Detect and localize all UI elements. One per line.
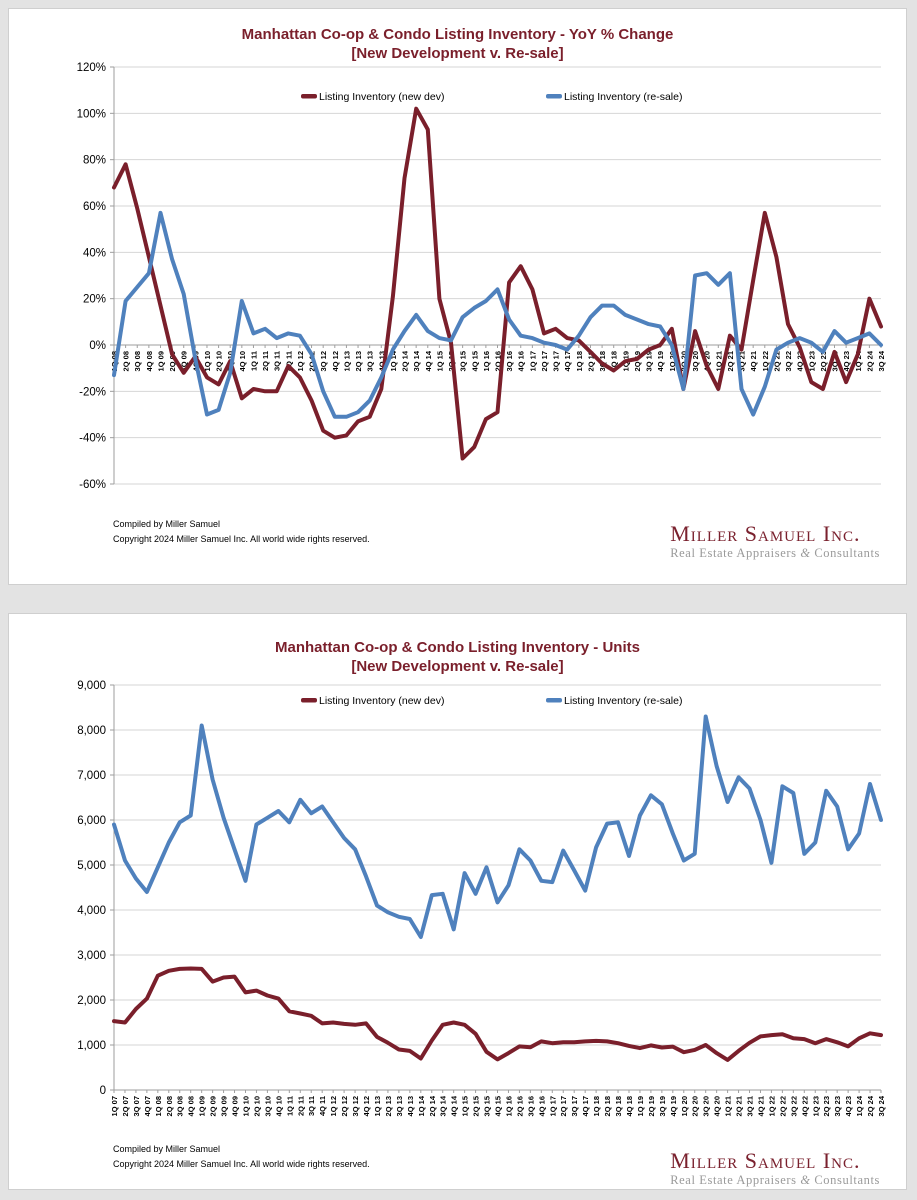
x-axis-tick-label: 2Q 24 — [866, 1096, 876, 1117]
logo-tagline-ampersand: & — [800, 546, 811, 560]
x-axis-tick-label: 2Q 22 — [772, 351, 782, 372]
logo-tagline — [670, 1172, 880, 1188]
x-axis-tick-label: 1Q 20 — [667, 351, 677, 372]
x-axis-tick-label: 4Q 07 — [142, 1096, 152, 1117]
x-axis-tick-label: 3Q 18 — [614, 1096, 624, 1117]
x-axis-tick-label: 2Q 12 — [307, 351, 317, 372]
units-chart-title — [9, 638, 906, 676]
x-axis-tick-label: 4Q 23 — [844, 1096, 854, 1117]
x-axis-tick-label: 1Q 20 — [679, 1096, 689, 1117]
x-axis-tick-label: 1Q 23 — [811, 1096, 821, 1117]
x-axis-tick-label: 2Q 10 — [214, 351, 224, 372]
miller-samuel-logo — [670, 1150, 880, 1188]
logo-tagline-ampersand: & — [800, 1173, 811, 1187]
x-axis-tick-label: 4Q 13 — [377, 351, 387, 372]
x-axis-tick-label: 3Q 22 — [784, 351, 794, 372]
y-axis-tick-label: 7,000 — [77, 770, 106, 782]
x-axis-tick-label: 3Q 21 — [745, 1096, 755, 1117]
x-axis-tick-label: 4Q 08 — [186, 1096, 196, 1117]
x-axis-tick-label: 2Q 19 — [632, 351, 642, 372]
y-axis-tick-label: 120% — [76, 62, 106, 74]
x-axis-tick-label: 1Q 07 — [110, 1096, 119, 1117]
new-dev-legend-marker-icon — [301, 94, 317, 99]
x-axis-tick-label: 4Q 11 — [284, 351, 294, 372]
x-axis-tick-label: 4Q 17 — [581, 1096, 591, 1117]
y-axis-tick-label: 2,000 — [77, 995, 106, 1007]
units-chart-title-line2: [New Development v. Re-sale] — [351, 658, 564, 675]
legend-label: Listing Inventory (new dev) — [319, 91, 445, 103]
x-axis-tick-label: 1Q 09 — [197, 1096, 207, 1117]
y-axis-tick-label: 80% — [82, 154, 106, 167]
x-axis-tick-label: 1Q 16 — [504, 1096, 514, 1117]
x-axis-tick-label: 2Q 23 — [818, 351, 828, 372]
x-axis-tick-label: 1Q 21 — [723, 1096, 733, 1117]
x-axis-labels — [110, 1095, 886, 1116]
x-axis-tick-label: 2Q 08 — [121, 351, 131, 372]
x-axis-tick-label: 3Q 19 — [644, 351, 654, 372]
x-axis-tick-label: 2Q 09 — [208, 1096, 218, 1117]
x-axis-tick-label: 4Q 20 — [702, 351, 712, 372]
chart-footer — [113, 1144, 370, 1174]
x-axis-tick-label: 1Q 22 — [767, 1096, 777, 1117]
x-axis-tick-label: 4Q 16 — [516, 351, 526, 372]
logo-company-name: Miller Samuel Inc. — [670, 1148, 861, 1173]
x-axis-tick-label: 4Q 10 — [274, 1096, 284, 1117]
x-axis-tick-label: 3Q 12 — [319, 351, 329, 372]
x-axis-tick-label: 4Q 23 — [842, 351, 852, 372]
yoy-line-chart — [9, 9, 907, 585]
units-line-chart — [9, 614, 907, 1190]
units-chart-title-line1: Manhattan Co-op & Condo Listing Inventory - Units — [275, 639, 640, 656]
x-axis-tick-label: 3Q 23 — [833, 1096, 843, 1117]
yoy-chart-title-line1: Manhattan Co-op & Condo Listing Inventory - YoY % Change — [241, 26, 674, 43]
x-axis-tick-label: 3Q 22 — [789, 1096, 799, 1117]
y-axis-tick-label: 5,000 — [77, 860, 106, 872]
x-axis-tick-label: 4Q 09 — [191, 351, 201, 372]
new-dev-series-line — [114, 969, 881, 1060]
x-axis-tick-label: 3Q 13 — [394, 1096, 404, 1117]
x-axis-tick-label: 2Q 16 — [493, 351, 503, 372]
logo-company-name: Miller Samuel Inc. — [670, 521, 861, 546]
x-axis-tick-label: 1Q 12 — [295, 351, 305, 372]
x-axis-tick-label: 3Q 17 — [551, 351, 561, 372]
x-axis-tick-label: 4Q 08 — [144, 351, 154, 372]
x-axis-tick-label: 3Q 09 — [219, 1096, 229, 1117]
x-axis-tick-label: 1Q 22 — [760, 351, 770, 372]
x-axis-tick-label: 4Q 13 — [405, 1096, 415, 1117]
x-axis-tick-label: 4Q 21 — [756, 1096, 766, 1117]
x-axis-tick-label: 2Q 21 — [725, 351, 735, 372]
new-dev-legend-marker-icon — [301, 698, 317, 703]
x-axis-tick-label: 1Q 18 — [592, 1096, 602, 1117]
x-axis-tick-label: 1Q 24 — [855, 1096, 865, 1117]
y-axis-tick-label: 3,000 — [77, 950, 106, 962]
x-axis-tick-label: 2Q 14 — [427, 1096, 437, 1117]
x-axis-tick-label: 1Q 10 — [241, 1096, 251, 1117]
x-axis-tick-label: 3Q 12 — [351, 1096, 361, 1117]
x-axis-tick-label: 3Q 09 — [179, 351, 189, 372]
y-axis-tick-label: 20% — [82, 293, 106, 306]
x-axis-tick-label: 4Q 14 — [423, 351, 433, 372]
x-axis-tick-label: 3Q 17 — [570, 1096, 580, 1117]
x-axis-tick-label: 2Q 18 — [586, 351, 596, 372]
x-axis-tick-label: 3Q 15 — [458, 351, 468, 372]
x-axis-tick-label: 3Q 20 — [691, 351, 701, 372]
yoy-chart-panel — [8, 8, 907, 585]
x-axis-tick-label: 3Q 21 — [737, 351, 747, 372]
legend-item-resale — [546, 91, 682, 103]
x-axis-tick-label: 1Q 08 — [153, 1096, 163, 1117]
x-axis-tick-label: 3Q 16 — [505, 351, 515, 372]
x-axis-tick-label: 2Q 12 — [340, 1096, 350, 1117]
x-axis-tick-label: 4Q 18 — [609, 351, 619, 372]
x-axis-tick-label: 1Q 24 — [853, 351, 863, 372]
x-axis-tick-label: 2Q 21 — [734, 1096, 744, 1117]
x-axis-tick-label: 4Q 21 — [749, 351, 759, 372]
legend-label: Listing Inventory (re-sale) — [564, 91, 683, 103]
logo-tagline-post: Consultants — [810, 546, 880, 560]
x-axis-tick-label: 3Q 14 — [438, 1096, 448, 1117]
x-axis-tick-label: 1Q 21 — [714, 351, 724, 372]
x-axis-tick-label: 1Q 23 — [807, 351, 817, 372]
x-axis-tick-label: 4Q 12 — [362, 1096, 372, 1117]
copyright-text: Copyright 2024 Miller Samuel Inc. All world wide rights reserved. — [113, 534, 370, 544]
x-axis-tick-label: 1Q 19 — [635, 1096, 645, 1117]
x-axis-tick-label: 4Q 19 — [668, 1096, 678, 1117]
x-axis-tick-label: 1Q 12 — [329, 1096, 339, 1117]
legend-item-resale — [546, 695, 682, 707]
y-axis-tick-label: -40% — [79, 432, 106, 445]
x-axis-tick-label: 3Q 11 — [272, 351, 282, 372]
x-axis-tick-label: 3Q 19 — [657, 1096, 667, 1117]
x-axis-tick-label: 3Q 08 — [133, 351, 143, 372]
copyright-text: Copyright 2024 Miller Samuel Inc. All world wide rights reserved. — [113, 1159, 370, 1169]
x-axis-tick-label: 1Q 14 — [388, 351, 398, 372]
x-axis-tick-label: 1Q 17 — [528, 351, 538, 372]
x-axis-tick-label: 4Q 19 — [656, 351, 666, 372]
x-axis-tick-label: 1Q 17 — [548, 1096, 558, 1117]
x-axis-tick-label: 1Q 11 — [285, 1096, 295, 1117]
x-axis-tick-label: 3Q 18 — [598, 351, 608, 372]
legend-label: Listing Inventory (re-sale) — [564, 695, 683, 707]
x-axis-tick-label: 2Q 15 — [471, 1096, 481, 1117]
x-axis-tick-label: 1Q 18 — [574, 351, 584, 372]
x-axis-tick-label: 3Q 08 — [175, 1096, 185, 1117]
logo-tagline-post: Consultants — [810, 1173, 880, 1187]
x-axis-tick-label: 4Q 22 — [795, 351, 805, 372]
x-axis-tick-label: 4Q 11 — [318, 1096, 328, 1117]
x-axis-tick-label: 1Q 16 — [481, 351, 491, 372]
x-axis-tick-label: 4Q 10 — [237, 351, 247, 372]
x-axis-tick-label: 3Q 11 — [307, 1096, 317, 1117]
legend-label: Listing Inventory (new dev) — [319, 695, 445, 707]
resale-series-line — [114, 717, 881, 938]
x-axis-tick-label: 1Q 08 — [110, 351, 119, 372]
x-axis-tick-label: 1Q 15 — [435, 351, 445, 372]
x-axis-tick-label: 3Q 07 — [131, 1096, 141, 1117]
x-axis-tick-label: 1Q 13 — [342, 351, 352, 372]
x-axis-tick-label: 4Q 15 — [493, 1096, 503, 1117]
compiled-by-text: Compiled by Miller Samuel — [113, 519, 221, 529]
logo-tagline-pre: Real Estate Appraisers — [670, 546, 801, 560]
x-axis-tick-label: 1Q 09 — [156, 351, 166, 372]
x-axis-tick-label: 3Q 10 — [263, 1096, 273, 1117]
x-axis-tick-label: 1Q 14 — [416, 1096, 426, 1117]
y-axis-tick-label: 8,000 — [77, 725, 106, 737]
x-axis-tick-label: 2Q 17 — [539, 351, 549, 372]
legend-item-new-dev — [301, 91, 444, 103]
y-axis-tick-label: -60% — [79, 479, 106, 491]
gridlines — [110, 67, 881, 484]
y-axis-tick-label: -20% — [79, 386, 106, 399]
x-axis-tick-label: 3Q 13 — [365, 351, 375, 372]
x-axis-tick-label: 4Q 17 — [563, 351, 573, 372]
x-axis-tick-label: 4Q 15 — [470, 351, 480, 372]
x-axis-tick-label: 2Q 11 — [296, 1096, 306, 1117]
x-axis-tick-label: 3Q 24 — [877, 1096, 886, 1117]
x-axis-tick-label: 4Q 12 — [330, 351, 340, 372]
x-axis-tick-label: 1Q 10 — [202, 351, 212, 372]
y-axis-tick-label: 100% — [76, 108, 106, 121]
x-axis-tick-label: 2Q 22 — [778, 1096, 788, 1117]
x-axis-tick-label: 3Q 16 — [526, 1096, 536, 1117]
x-axis-tick-label: 2Q 13 — [354, 351, 364, 372]
x-axis-tick-label: 2Q 18 — [603, 1096, 613, 1117]
x-axis-tick-label: 1Q 13 — [372, 1096, 382, 1117]
x-axis-tick-label: 3Q 20 — [701, 1096, 711, 1117]
x-axis-tick-label: 4Q 14 — [449, 1096, 459, 1117]
x-axis-tick-label: 4Q 22 — [800, 1096, 810, 1117]
yoy-chart-title-line2: [New Development v. Re-sale] — [351, 45, 564, 62]
new-dev-series-line — [114, 109, 881, 459]
resale-legend-marker-icon — [546, 698, 562, 703]
yoy-chart-title — [9, 25, 906, 63]
x-axis-tick-label: 4Q 16 — [537, 1096, 547, 1117]
x-axis-tick-label: 2Q 07 — [120, 1096, 130, 1117]
logo-tagline-pre: Real Estate Appraisers — [670, 1173, 801, 1187]
x-axis-tick-label: 2Q 20 — [690, 1096, 700, 1117]
x-axis-tick-label: 2Q 16 — [515, 1096, 525, 1117]
x-axis-tick-label: 1Q 15 — [460, 1096, 470, 1117]
units-chart-panel — [8, 613, 907, 1190]
x-axis-tick-label: 2Q 10 — [252, 1096, 262, 1117]
y-axis-tick-label: 0 — [99, 1085, 106, 1097]
y-axis-tick-label: 6,000 — [77, 815, 106, 827]
legend-item-new-dev — [301, 695, 444, 707]
gridlines — [110, 685, 881, 1090]
y-axis-tick-label: 0% — [89, 340, 106, 352]
x-axis-tick-label: 4Q 18 — [624, 1096, 634, 1117]
x-axis-tick-label: 4Q 20 — [712, 1096, 722, 1117]
x-axis-tick-label: 2Q 08 — [164, 1096, 174, 1117]
x-axis-tick-label: 1Q 11 — [249, 351, 259, 372]
x-axis-tick-label: 3Q 24 — [877, 351, 886, 372]
x-axis-tick-label: 3Q 23 — [830, 351, 840, 372]
y-axis-tick-label: 1,000 — [77, 1040, 106, 1052]
x-axis-tick-label: 2Q 23 — [822, 1096, 832, 1117]
resale-legend-marker-icon — [546, 94, 562, 99]
x-axis-tick-label: 2Q 19 — [646, 1096, 656, 1117]
y-axis-tick-label: 60% — [82, 201, 106, 213]
resale-series-line — [114, 213, 881, 417]
x-axis-tick-label: 2Q 15 — [447, 351, 457, 372]
compiled-by-text: Compiled by Miller Samuel — [113, 1144, 221, 1154]
x-axis-tick-label: 2Q 14 — [400, 351, 410, 372]
y-axis-tick-label: 4,000 — [77, 905, 106, 917]
x-axis-tick-label: 2Q 17 — [559, 1096, 569, 1117]
x-axis-tick-label: 2Q 20 — [679, 351, 689, 372]
x-axis-tick-label: 1Q 19 — [621, 351, 631, 372]
chart-footer — [113, 519, 370, 549]
miller-samuel-logo — [670, 523, 880, 561]
x-axis-tick-label: 3Q 14 — [412, 351, 422, 372]
x-axis-tick-label: 2Q 11 — [261, 351, 271, 372]
y-axis-tick-label: 9,000 — [77, 680, 106, 692]
y-axis-tick-label: 40% — [82, 247, 106, 260]
x-axis-tick-label: 2Q 09 — [168, 351, 178, 372]
x-axis-tick-label: 2Q 13 — [383, 1096, 393, 1117]
logo-tagline — [670, 545, 880, 561]
x-axis-tick-label: 4Q 09 — [230, 1096, 240, 1117]
x-axis-tick-label: 3Q 10 — [226, 351, 236, 372]
x-axis-tick-label: 2Q 24 — [865, 351, 875, 372]
x-axis-tick-label: 3Q 15 — [482, 1096, 492, 1117]
